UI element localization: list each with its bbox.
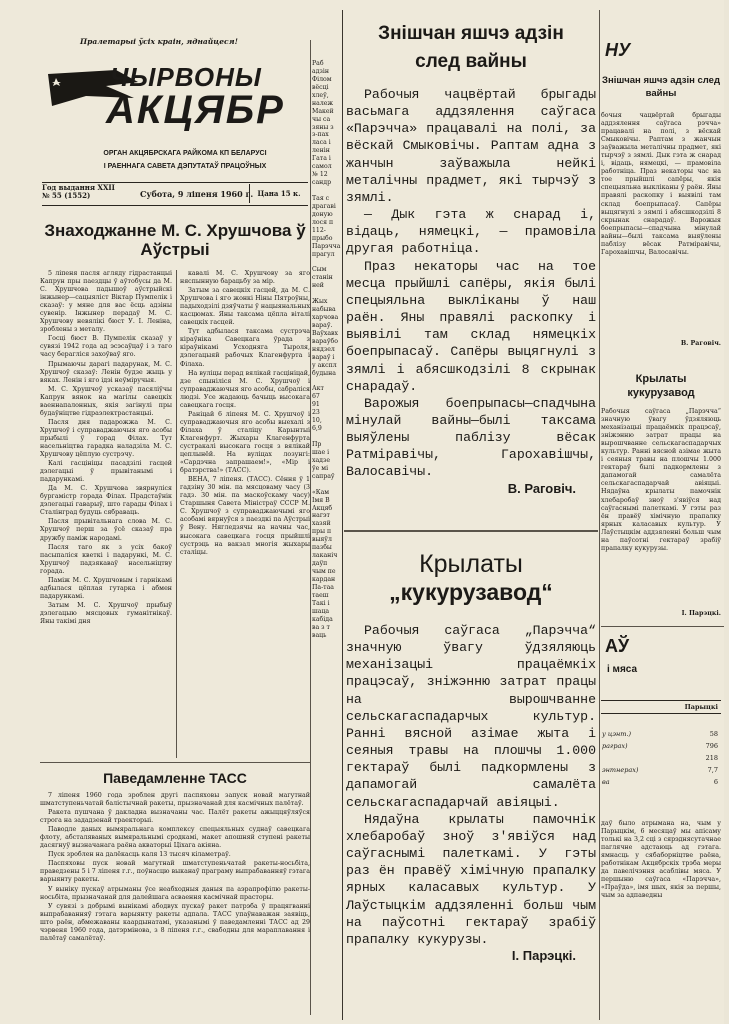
paragraph: Рабочыя саўгаса „Парэчча“ значную ўвагу ўдзяляюць механізацыі працаёмкіх працэсаў, зніжэнню затрат працы на вырошчванне сельскагаспадарчых культур. Ранні вясной азімае жыта і сеяныя травы на плошчы 1.000 гектараў былі падкормлены з дапамогай самалёта сельскагаспадарчай авіяцыі. <box>346 623 596 810</box>
fragment-line: таеш <box>312 591 329 599</box>
section-divider <box>601 626 724 627</box>
fragment-line: прыбо <box>312 234 333 242</box>
fragment-line: Гата і <box>312 155 331 163</box>
slogan: Пралетарыі ўсіх краін, яднайцеся! <box>80 37 238 46</box>
fragment-line: драгаві <box>312 202 336 210</box>
stats-table <box>601 701 719 713</box>
right-signature-2: І. Парэцкі. <box>681 610 721 617</box>
row-label: ва <box>602 778 610 786</box>
table-column-header: Парыцкі <box>684 703 718 711</box>
fragment-line: Імя В <box>312 496 330 504</box>
fragment-line: у акспл <box>312 361 337 369</box>
fragment-line: выяўл <box>312 536 332 544</box>
fragment-line: Пр <box>312 441 322 448</box>
table-title: АЎ <box>605 636 630 656</box>
row-label: раграх) <box>602 742 628 750</box>
fragment-line: вараў. <box>312 321 333 329</box>
paragraph: Затым М. С. Хрушчоў прыбыў дэлегацыю мясцовых гуманітнікаў. Яны такімі дня <box>40 601 172 625</box>
right-page-fragment <box>601 0 724 1024</box>
fragment-line: нагэт <box>312 512 330 520</box>
khrushchev-col-1 <box>40 270 172 758</box>
narrow-column-fragment <box>312 60 342 1020</box>
fragment-line: ўе мі <box>312 464 329 472</box>
fragment-line: адзін <box>312 67 329 75</box>
paragraph: У выніку пускаў атрыманы ўсе неабходныя даныя па аэрапрофілю ракеты-носьбіта, прызначанай для далейшага асваення касмічнай прасторы. <box>40 885 310 901</box>
row-label <box>601 752 691 764</box>
fragment-line: Такі і <box>312 599 330 607</box>
fragment-line: нядзел <box>312 345 335 353</box>
organ-line-2: І РАЕННАГА САВЕТА ДЭПУТАТАЎ ПРАЦОЎНЫХ <box>103 163 267 170</box>
row-value: 218 <box>705 754 718 762</box>
paragraph: 7 ліпеня 1960 года зроблен другі паспяховы запуск новай магутнай шматступеньчатай балістычнай ракеты, прызначанай для касмічных палётаў. <box>40 792 310 808</box>
fragment-line: лаканіч <box>312 552 338 560</box>
stats-rows <box>601 728 719 788</box>
column-divider <box>310 40 311 1015</box>
fragment-line: самол <box>312 163 332 171</box>
fragment-line: пры п <box>312 528 332 536</box>
right-headline: Знішчан яшчэ адзін след вайны <box>602 75 720 100</box>
row-value: 6 <box>713 778 718 786</box>
fragment-line: будына <box>312 369 336 377</box>
fragment-line: Акцяб <box>312 504 333 512</box>
fragment-line: ваць <box>312 631 327 639</box>
paragraph: Пасля таго як з усіх бакоў пасыпаліся кветкі і падарункі, М. С. Хрушчоў падзякаваў насельніцтву горада. <box>40 543 172 575</box>
fragment-line: ва з т <box>312 623 330 631</box>
fragment-line: доную <box>312 210 333 218</box>
fragment-line: кардан <box>312 575 336 583</box>
paragraph: кавалі М. С. Хрушчову за яго няспынную барацьбу за мір. <box>180 270 310 286</box>
fragment-line: Філом <box>312 75 332 83</box>
article-signature: І. Парэцкі. <box>511 947 576 963</box>
fragment-line <box>312 378 342 386</box>
right-text-2: Рабочыя саўгаса „Парэчча“ значную ўвагу ўдзяляюць механізацыі працаёмкіх працэсаў, зніжэнню затрат працы на вырошчванне сельскагаспадарчых культур. Ранні вясной азімае жыта і сеяныя травы на плошчы 1.000 гектараў былі падкормлены з дапамогай самалёта сельскагаспадарчай авіяцыі. Нядаўна крылаты памочнік хлебаробаў зноў з'явіўся над саўгаснымі палеткамі. У гэты раз ён правёў хімічную прапалку ярных каласавых культур. У Лаўстыцкім аддзяленні больш чым на паўсотні гектараў зрабіў прапалку кукурузы. <box>601 408 721 552</box>
fragment-line: з-пах <box>312 131 329 139</box>
fragment-line: № 12 <box>312 171 328 179</box>
fragment-line: набыва <box>312 306 336 314</box>
organ-line-1: ОРГАН АКЦЯБРСКАГА РАЙКОМА КП БЕЛАРУСІ <box>103 150 267 157</box>
fragment-line: вараў і <box>312 353 335 361</box>
paragraph: Тут адбылася таксама сустрэча кіраўніка Савецкага ўрада з кіраўнікамі Усходняга Тыроля, дэлегацыяй рабочых Клагенфурта і Філаха. <box>180 328 310 368</box>
table-row <box>601 752 719 764</box>
issue-date: Субота, 9 ліпеня 1960 г. <box>140 189 254 199</box>
paragraph: Паводле даных вымяральнага комплексу спецыяльных суднаў савецкага флоту, абсталяваных вымяральнымі сродкамі, макет апошняй ступені ракеты дасягнуў вызначанага раёна акваторыі Ціхага акіяна. <box>40 826 310 850</box>
paragraph: — Дык гэта ж снарад і, відаць, нямецкі, — прамовіла другая работніца. <box>346 207 596 257</box>
fragment-line <box>312 481 342 489</box>
paragraph: Пуск зроблен на далёкасць каля 13 тысяч кіламетраў. <box>48 851 231 859</box>
fragment-line: ласа і <box>312 139 331 147</box>
column-divider <box>176 270 177 758</box>
fragment-line: ленін <box>312 147 330 155</box>
war-trace-headline-line-1: Знішчан яшчэ адзін <box>378 23 564 44</box>
fragment-line: Жых <box>312 298 328 306</box>
issue-year: Год выдання XXII <box>42 183 115 192</box>
row-label: у цэнт.) <box>602 730 632 738</box>
paragraph: Ракета пушчана ў дакладна вызначаны час. Палёт ракеты ажыццяўляўся строга на зададзенай траекторыі. <box>40 809 310 825</box>
fragment-line: чы са <box>312 115 331 123</box>
tass-text <box>40 792 310 1020</box>
fragment-line: вёсці <box>312 83 329 91</box>
fragment-line <box>312 258 342 266</box>
paragraph: Да М. С. Хрушчова звярнуліся бургамістр горада Філах. Прадстаўнік дэлегацыі гаварыў, што гарады Філах і Сталінград будуць сябраваць. <box>40 485 172 517</box>
fragment-line: 6,9 <box>312 425 322 433</box>
fragment-line: станін <box>312 274 333 282</box>
fragment-line: вараўбо <box>312 337 338 345</box>
paragraph: На вуліцы перад вялікай гасцініцай, дзе спыніліся М. С. Хрушчоў і суправаджаючыя яго асобы, сабраліся людзі. Усе жадаюць бачыць высокага савецкага госця. <box>180 369 310 409</box>
fragment-line: 10, <box>312 417 322 425</box>
fragment-line: 91 <box>312 401 320 409</box>
fragment-line: Макей <box>312 107 334 115</box>
fragment-line: Парэчча <box>312 242 341 250</box>
section-divider <box>40 762 310 763</box>
fragment-line: пазбы <box>312 544 332 552</box>
column-divider <box>599 10 600 1020</box>
paragraph: Варожыя боепрыпасы—спадчына мінулай вайны—былі таксама выяўлены паблізу вёсак Ратміравічы, Гарохавішчы, Валосавічы. <box>346 395 596 480</box>
fragment-line: 112- <box>312 226 326 234</box>
fragment-line: Акт <box>312 385 324 393</box>
table-subtitle: і мяса <box>607 664 638 675</box>
paragraph: Нядаўна крылаты памочнік хлебаробаў зноў з'явіўся над саўгаснымі палеткамі. У гэты раз ён правёў хімічную прапалку ярных каласавых культур. У Лаўстыцкім аддзяленні больш чым на паўсотні гектараў зрабіў прапалку кукурузы. <box>346 811 596 947</box>
kukuruza-headline <box>344 550 598 605</box>
right-headline-2: Крылаты кукурузавод <box>627 373 695 400</box>
title-line-2: АКЦЯБР <box>106 88 285 132</box>
fragment-line: шаца <box>312 607 330 615</box>
war-trace-headline <box>344 20 598 75</box>
kukuruza-article <box>346 622 596 965</box>
table-row <box>601 776 719 788</box>
fragment-line: Ваўхавх <box>312 329 339 337</box>
fragment-line: шае і <box>312 448 330 456</box>
fragment-line: зяны з <box>312 123 334 131</box>
paragraph: М. С. Хрушчоў усказаў пасяліўчы Капрун вянок на магілы савецкіх ваеннапалонных, якія загінулі пры будаўніцтве гідраэлектрастанцыі. <box>40 385 172 417</box>
kukuruza-headline-line-1: Крылаты <box>419 550 523 578</box>
fragment-line: 23 <box>312 409 320 417</box>
fragment-line: Па-таа <box>312 583 334 591</box>
title-line-1: ЧЫРВОНЫ <box>110 62 262 92</box>
stats-table-wrap <box>601 700 721 714</box>
fragment-line: належ <box>312 99 334 107</box>
paragraph: Госці бюст В. Пумпелік сказаў у сувязі 1942 года ад эсэсаўцаў і з таго часу берагліся захоўваў яго. <box>40 335 172 359</box>
fragment-line: лося п <box>312 218 334 226</box>
article-signature: В. Раговіч. <box>507 480 576 496</box>
fragment-line: ней <box>312 282 324 290</box>
fragment-line <box>312 187 342 195</box>
issue-year-block <box>42 184 115 200</box>
paragraph: 5 ліпеня пасля агляду гідрастанцыі Капрун пры паездцы ў аўтобусы да М. С. Хрушчова падышоў аўстрыйскі інжынер—сацыяліст Віктар Пумпелік і сказаў: у мяне для вас ёсць адзіны сувенір. Інжынер перадаў М. С. Хрушчову невялікі бюст У. І. Леніна, зроблены з металу. <box>40 270 172 334</box>
table-row <box>601 764 719 776</box>
paragraph: Пасля прывітальнага слова М. С. Хрушчоў перш за ўсё сказаў пра дружбу паміж народамі. <box>40 518 172 542</box>
table-row <box>601 728 719 740</box>
fragment-line: Сым <box>312 266 327 274</box>
fragment-line: Раб <box>312 60 324 67</box>
section-divider <box>344 530 598 532</box>
paragraph: ВЕНА, 7 ліпеня. (ТАСС). Сёння ў 1 гадзіну 30 мін. па мясцоваму часу (3 гадз. 30 мін. па маскоўскаму часу) Старшыня Савета Міністраў СССР М. С. Хрушчоў з суправаджаючымі яго асобамі вярнуўся з паездкі па Аўстрыі ў Вену. Нягледзячы на начны час, высокага савецкага госця прыйшлі сустрэць на вакзал многія жыхары сталіцы. <box>180 476 310 556</box>
fragment-line: прагул <box>312 250 335 258</box>
paragraph: Праз некаторы час на тое месца прыйшлі сапёры, якія былі спецыяльна выкліканы ў наш раён. Яны правялі раскопку і выявілі там склад нямецкіх боепрыпасаў. Сапёры выцягнулі з зямлі і абясшкодзілі 8 скрынак снарадаў. <box>346 258 596 394</box>
paragraph: Паміж М. С. Хрушчовым і гарнікамі адбылася цёплая гутарка і абмен падарункамі. <box>40 576 172 600</box>
issue-number: № 55 (1552) <box>42 191 91 201</box>
khrushchev-col-2 <box>180 270 310 758</box>
right-signature-1: В. Раговіч. <box>680 340 721 347</box>
column-divider <box>342 10 343 1020</box>
fragment-line: чым пе <box>312 568 336 575</box>
war-trace-article <box>346 86 596 497</box>
khrushchev-headline: Знаходжанне М. С. Хрушчова ў Аўстрыі <box>44 221 306 259</box>
fragment-line: сандр <box>312 179 332 187</box>
kukuruza-headline-line-2: „кукурузавод“ <box>389 578 553 605</box>
paragraph: Прымаючы дарагі падарунак, М. С. Хрушчоў сказаў: Ленін будзе жыць у вяках. Ленін і яго ідэі неўміручыя. <box>40 360 172 384</box>
paragraph: Рабочыя чацвёртай брыгады васьмага аддзялення саўгаса «Парэчча» працавалі на полі, за вёскай Смыковічы. Раптам адна з жанчын заўважыла нейкі металічны прадмет, які тырчэў з зямлі. <box>346 87 596 205</box>
paragraph: Пасля дня падарожжа М. С. Хрушчоў і суправаджаючыя яго асобы прыбылі ў горад Філах. Тут насельніцтва гарадка наладзіла М. С. Хрушчову цёплую сустрэчу. <box>40 418 172 459</box>
right-text-1: бочыя чацвёртай брыгады аддзялення саўгаса рэчча» працавалі на полі, з вёскай Смыковічы. Раптам з жанчын заўважыла металічны прадмет, які тырчэў з зямлі. Дык гэта ж снарад і, відаць, нямецкі, — прамовіла работніца. Праз некаторы час на тое прыйшлі сапёры, якія спецыяльна выкліканы ў раён. Яны правялі раскопку і выявілі там склад боепрыпасаў. Сапёры выцягнулі з зямлі і абясшкодзілі 8 скрынак снарадаў. Варожыя боепрыпасы—спадчына мінулай вайны—былі таксама выяўлены паблізу вёсак Ратміравічы, Гарохавішчы, Валосавічы. <box>601 112 721 256</box>
fragment-line <box>312 433 342 441</box>
paragraph: Калі гасцініцы пасадзілі гасцей дэлегацыі ў прывітанымі і падарункамі. <box>40 460 172 484</box>
paragraph: Раніцай 6 ліпеня М. С. Хрушчоў і суправаджаючыя яго асобы выехалі з Філаха ў сталіцу Карынтыі Клагенфурт. Жыхары Клагенфурта сустракалі высокага госця з вялікай цеплынёй. На вуліцах лозунгі: «Сардэчна запрашаем!», «Мір і братэрства!» (ТАСС). <box>180 410 310 475</box>
fragment-line: хазяй <box>312 520 331 528</box>
fragment-line <box>312 290 342 298</box>
fragment-line: даўп <box>312 560 328 568</box>
fragment-line: Тая с <box>312 194 330 202</box>
war-trace-headline-line-2: след вайны <box>415 50 527 72</box>
fragment-line: харчова <box>312 314 339 321</box>
fragment-line: хлеў, <box>312 91 329 99</box>
paragraph: Затым за савецкіх гасцей, да М. С. Хрушчова і яго жонкі Ніны Пятроўны, падыходзілі дзяўчаты ў нацыянальных касцюмах. Яны таксама цёпла віталі савецкіх гасцей. <box>180 287 310 327</box>
fragment-line: сапраў <box>312 472 335 480</box>
row-value: 796 <box>705 742 718 750</box>
fragment-line: хадзе <box>312 456 331 464</box>
row-label: энтнерах) <box>602 766 639 774</box>
table-row <box>601 740 719 752</box>
tass-headline: Паведамленне ТАСС <box>103 770 247 786</box>
right-text-3: даў было атрымана на, чым у Парыцкім, 6 месяцаў мы апісаму толькі на 3,2 сці з сярэднясутачнае паглячне адстаюць ад гэтага. ямнасць у сябаборніцтве раёна, работнікам Акцябрскіх трэба меры да павелічэння асаблівы мяса. У першыню саўгаса «Парэчча», «Праўда», імя шых, якія за першы, чым за адпаведны <box>601 820 721 900</box>
fragment-line: кабіда <box>312 615 333 623</box>
fragment-line: «Кам <box>312 488 330 496</box>
paragraph: У сувязі з добрымі вынікамі абодвух пускаў ракет патрэба ў працягванні выпрабаванняў гэтага варыянту ракеты адпала. ТАСС упаўнаважан заявіць, што раён, абмежаваны каардынатамі, указанымі ў паведамленні ТАСС ад 29 чэрвеня 1960 года, датэрмінова, з 8 ліпеня г.г., свабодны для мараплавання і палётаў самалётаў. <box>40 902 310 942</box>
issue-info-bar <box>42 182 308 206</box>
newspaper-logo <box>46 58 304 138</box>
issue-price: Цана 15 к. <box>249 184 308 203</box>
row-value: 58 <box>709 730 718 738</box>
paragraph: Паспяховы пуск новай магутнай шматступеньчатай ракеты-носьбіта, праведзены 5 і 7 ліпеня г.г., поўнасцю выканаў праграму выпрабаванняў гэтага варыянту ракеты. <box>40 860 310 884</box>
stamp-fragment: НУ <box>605 40 631 60</box>
row-value: 7,7 <box>707 766 718 774</box>
fragment-line: 67 <box>312 393 320 401</box>
